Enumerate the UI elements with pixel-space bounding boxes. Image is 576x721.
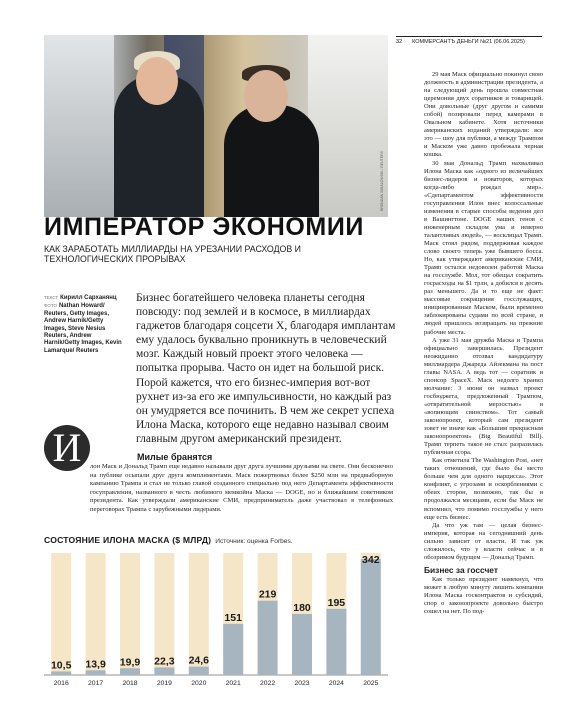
- hero-photo: [44, 35, 388, 217]
- bar-2020: [189, 667, 209, 675]
- photo-credit: BRENDAN SMIALOWSKI / REUTERS: [380, 151, 384, 211]
- chart-heading: [44, 535, 293, 545]
- paragraph: Да что уж там — целая бизнес-империя, которая на сегодняшний день сильно зависит от власти. И так уж сложилось, что у власти сейчас и в обозримом будущем — Дональд Трамп.: [424, 521, 543, 561]
- x-tick-label: 2018: [122, 680, 138, 687]
- net-worth-chart: [44, 549, 388, 689]
- paragraph: 30 мая Дональд Трамп нахваливал Илона Маска как «одного из величайших бизнес-лидеров и новаторов, которых когда-либо рождал мир». «Сдепартаментом эффективности госуправления Илон внес колоссальные изменения в старые способы ведения дел в Вашингтоне. DOGE наших генов с инженерным складом ума и неверно талантливых людей», — восклицал Трамп. Маск стоял рядом, поддерживая каждое слово своего теперь уже бывшего босса. Но, как утверждают американские СМИ, Трамп остался недоволен работой Маска на госслужбе. Мол, тот обещал сократить госрасходы на $1 трлн, а добился в десять раз меньшего. Да и то еще не факт: массовые сокращения госслужащих, инициированные Маском, были временно заблокированы судами по всей стране, и людей пришлось возвращать на прежние рабочие места.: [424, 159, 543, 336]
- section-subhead: Милые бранятся: [137, 452, 213, 462]
- drop-cap: И: [44, 425, 90, 471]
- article-lead: Бизнес богатейшего человека планеты сегодня повсюду: под землей и в космосе, в миллиардах гаджетов благодаря соцсети X, благодаря имплантам ему удалось буквально проникнуть в человеческий мозг. Каждый новый проект этого человека — попытка прорыва. Часто он идет на большой риск. Порой кажется, что его бизнес-империя вот-вот рухнет из-за его же импульсивности, но каждый раз он умудряется все починить. В чем же секрет успеха Илона Маска, которого еще недавно называл своим главным другом американский президент.: [136, 292, 396, 445]
- x-tick-label: 2021: [225, 680, 241, 687]
- photo-credit-label: ФОТО: [44, 303, 57, 309]
- article-credits: [44, 294, 124, 355]
- text-credit-name: Кирилл Сарханянц: [60, 295, 117, 301]
- x-tick-label: 2023: [294, 680, 310, 687]
- bar-2023: [292, 614, 312, 675]
- bar-value-label: 24,6: [188, 654, 210, 667]
- chart-title: СОСТОЯНИЕ ИЛОНА МАСКА ($ МЛРД): [44, 535, 212, 545]
- bar-2024: [326, 609, 346, 675]
- bar-2021: [223, 624, 243, 675]
- x-tick-label: 2024: [328, 680, 344, 687]
- photo-person-right-body: [224, 105, 319, 217]
- bar-value-label: 19,9: [119, 656, 141, 669]
- body-text-left: лон Маск и Дональд Трамп еще недавно называли друг друга лучшими друзьями на свете. Они бесконечно на публике осыпали друг друга комплиментами. Маск пожертвовал более $250 млн на предвыборную кампанию Трампа и стал не только главой созданного специально под него Департамента эффективности госуправления, названного в честь любимого мемкойна Маска — DOGE, но и ближайшим советником президента. Как утверждали американские СМИ, предприниматель даже участвовал в телефонных переговорах Трампа с зарубежными лидерами.: [90, 463, 393, 513]
- paragraph: 29 мая Маск официально покинул свою должность в администрации президента, а на следующий день прошла совместная церемония двух соратников и товарищей. Они довольные (друг другом и самими собой) позировали перед камерами в Овальном кабинете. Хотя источники американских изданий утверждали: все это — шоу для публики, а между Трампом и Маском уже давно пробежала черная кошка.: [424, 71, 543, 159]
- page-number: 32: [396, 39, 403, 45]
- bar-value-label: 10,5: [50, 659, 72, 672]
- bar-background: [51, 553, 71, 675]
- photo-person-right-head: [244, 70, 288, 122]
- paragraph: А уже 31 мая дружба Маска и Трампа официально завершилась. Президент неожиданно отозвал кандидатуру миллиардера Джареда Айзекмана на пост главы NASA. А ведь тот — соратник и спонсор SpaceX. Маск недолго хранил молчание: 3 июня он назвал проект госбюджета, предложенный Трампом, «отвратительной мерзостью» и «вопиющим свинством». Тот самый законопроект, который сам президент зовет не иначе как «Большим прекрасным законопроектом» (Big Beautiful Bill). Трамп терпеть такое не стал: разразилась публичная ссора.: [424, 336, 543, 457]
- bar-value-label: 180: [293, 601, 311, 614]
- bar-2022: [258, 601, 278, 675]
- bar-2016: [51, 671, 71, 675]
- photo-curtain: [308, 35, 388, 217]
- text-credit-label: ТЕКСТ: [44, 295, 59, 300]
- bar-value-label: 219: [258, 588, 277, 601]
- bar-2019: [154, 667, 174, 675]
- bar-background: [86, 553, 106, 675]
- article-subtitle: КАК ЗАРАБОТАТЬ МИЛЛИАРДЫ НА УРЕЗАНИИ РАСХОДОВ И ТЕХНОЛОГИЧЕСКИХ ПРОРЫВАХ: [44, 244, 301, 264]
- bar-value-label: 13,9: [85, 658, 106, 671]
- article-title: ИМПЕРАТОР ЭКОНОМИИ: [44, 213, 364, 241]
- bar-2025: [361, 559, 381, 675]
- bar-value-label: 22,3: [154, 655, 175, 668]
- photo-person-left-head: [136, 57, 178, 105]
- x-tick-label: 2025: [363, 680, 379, 687]
- bar-value-label: 151: [224, 611, 242, 624]
- x-tick-label: 2019: [156, 680, 172, 687]
- bar-value-label: 342: [362, 554, 380, 566]
- chart-source: Источник: оценка Forbes.: [215, 538, 293, 545]
- bar-value-label: 195: [327, 596, 346, 609]
- photo-wall: [44, 35, 114, 217]
- running-header: [396, 36, 542, 45]
- paragraph: Как только президент намекнул, что может в любую минуту лишить компании Илона Маска госконтрактов и субсидий, спор о законопроекте довольно быстро сошел на нет. По под-: [424, 575, 543, 616]
- section-subhead-right: Бизнес за госсчет: [424, 564, 498, 575]
- issue-info: КОММЕРСАНТЪ ДЕНЬГИ №21 (06.06.2025): [412, 39, 525, 45]
- x-tick-label: 2016: [53, 680, 69, 687]
- paragraph: Как отметила The Washington Post, «нет таких отношений, где было бы место больше чем для одного нарцисса». Этот конфликт, с угрозами и оскорблениями с обеих сторон, возможно, так бы и продолжался месяцами, если бы Маск не вспомнил, что помимо госслужбы у него еще есть бизнес.: [424, 457, 543, 521]
- bar-2017: [86, 670, 106, 675]
- photo-credit-names: Nathan Howard/ Reuters, Getty Images, Andrew Harnik/Getty Images, Steve Nesius Reuters, Andrew Harnik/Getty Images, Kevin Lamarque/ Reuters: [44, 303, 122, 354]
- bar-2018: [120, 668, 140, 675]
- x-tick-label: 2022: [260, 680, 276, 687]
- x-tick-label: 2020: [191, 680, 207, 687]
- body-text-right: [424, 71, 543, 616]
- x-tick-label: 2017: [88, 680, 104, 687]
